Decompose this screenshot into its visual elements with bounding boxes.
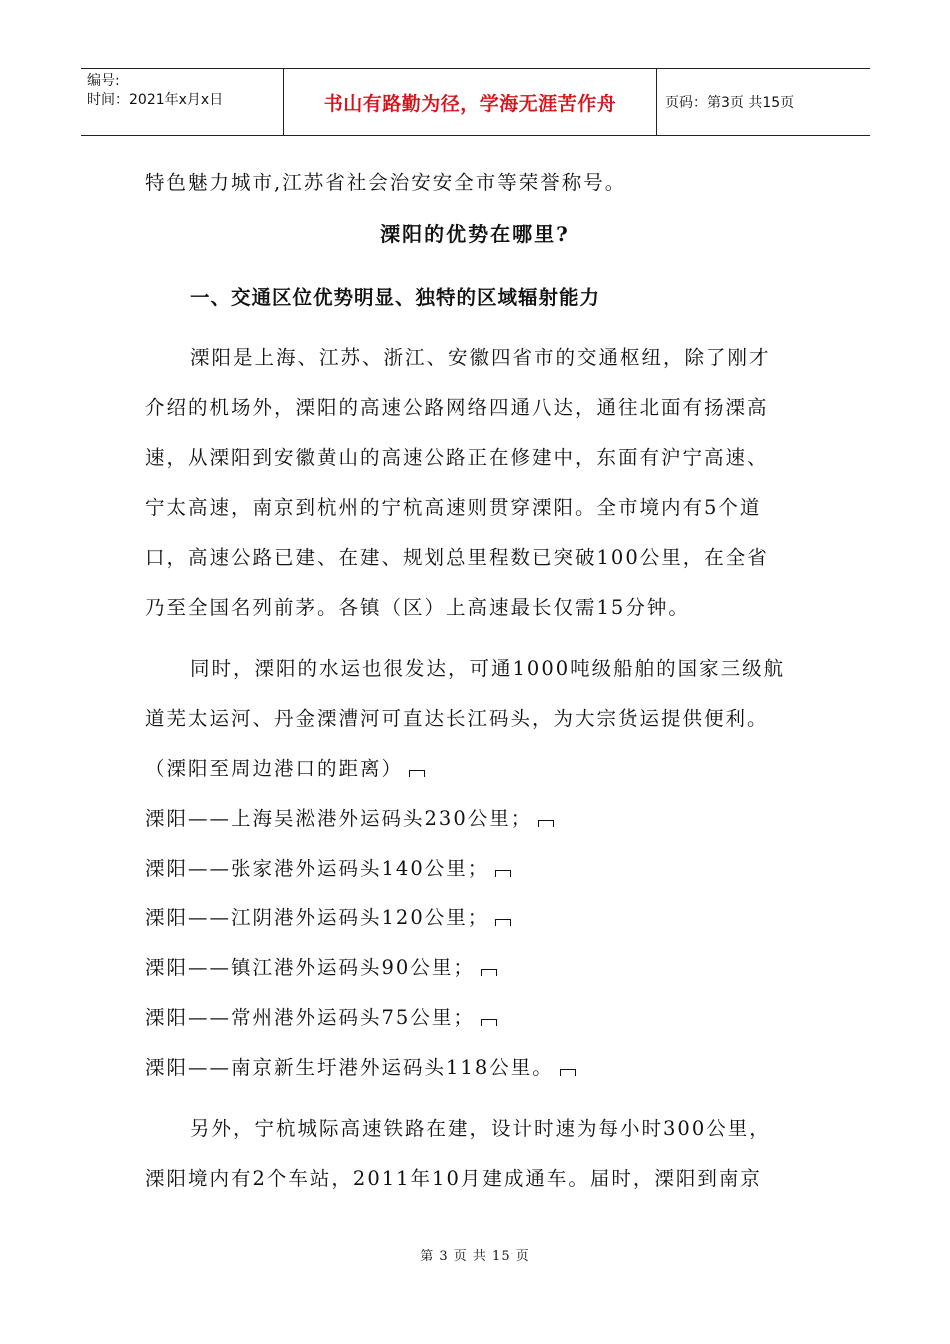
header-meta [81, 69, 284, 135]
paragraph-line: 道芜太运河、丹金溧漕河可直达长江码头，为大宗货运提供便利。 [145, 707, 769, 730]
paragraph-mark-icon [538, 820, 554, 827]
section-heading: 一、交通区位优势明显、独特的区域辐射能力 [190, 286, 601, 309]
list-item [145, 903, 511, 933]
paragraph-mark-icon [409, 770, 425, 777]
paragraph-mark-icon [560, 1069, 576, 1076]
paragraph-mark-icon [495, 919, 511, 926]
list-intro [145, 754, 425, 784]
list-item-text: 溧阳——南京新生圩港外运码头118公里。 [145, 1056, 554, 1079]
paragraph-line: 同时，溧阳的水运也很发达，可通1000吨级船舶的国家三级航 [190, 657, 786, 680]
document-header [81, 68, 870, 136]
paragraph-line: 溧阳境内有2个车站，2011年10月建成通车。届时，溧阳到南京 [145, 1167, 762, 1190]
paragraph-line: 口，高速公路已建、在建、规划总里程数已突破100公里，在全省 [145, 546, 769, 569]
list-item-text: 溧阳——上海吴淞港外运码头230公里； [145, 807, 533, 830]
header-motto: 书山有路勤为径，学海无涯苦作舟 [284, 69, 657, 135]
list-item [145, 804, 554, 834]
list-item-text: 溧阳——江阴港外运码头120公里； [145, 906, 490, 929]
list-item-text: 溧阳——镇江港外运码头90公里； [145, 956, 475, 979]
paragraph-mark-icon [481, 1019, 497, 1026]
intro-line: 特色魅力城市,江苏省社会治安安全市等荣誉称号。 [145, 171, 627, 194]
header-page-info: 页码：第3页 共15页 [665, 95, 795, 111]
paragraph-mark-icon [495, 870, 511, 877]
paragraph-line: 乃至全国名列前茅。各镇（区）上高速最长仅需15分钟。 [145, 596, 690, 619]
paragraph-line: 溧阳是上海、江苏、浙江、安徽四省市的交通枢纽，除了刚才 [190, 346, 771, 369]
paragraph-line: 宁太高速，南京到杭州的宁杭高速则贯穿溧阳。全市境内有5个道 [145, 496, 762, 519]
paragraph-line: 另外，宁杭城际高速铁路在建，设计时速为每小时300公里， [190, 1117, 771, 1140]
list-item [145, 1003, 497, 1033]
list-item-text: 溧阳——张家港外运码头140公里； [145, 857, 490, 880]
list-intro-text: （溧阳至周边港口的距离） [145, 757, 404, 780]
time-label: 时间：2021年x月x日 [87, 92, 224, 108]
list-item [145, 854, 511, 884]
page-title: 溧阳的优势在哪里? [380, 222, 570, 246]
paragraph-line: 介绍的机场外，溧阳的高速公路网络四通八达，通往北面有扬溧高 [145, 396, 769, 419]
number-label: 编号: [87, 73, 120, 89]
paragraph-mark-icon [481, 969, 497, 976]
paragraph-line: 速，从溧阳到安徽黄山的高速公路正在修建中，东面有沪宁高速、 [145, 446, 769, 469]
page-footer: 第 3 页 共 15 页 [420, 1249, 530, 1264]
list-item-text: 溧阳——常州港外运码头75公里； [145, 1006, 475, 1029]
list-item [145, 1053, 576, 1083]
list-item [145, 953, 497, 983]
